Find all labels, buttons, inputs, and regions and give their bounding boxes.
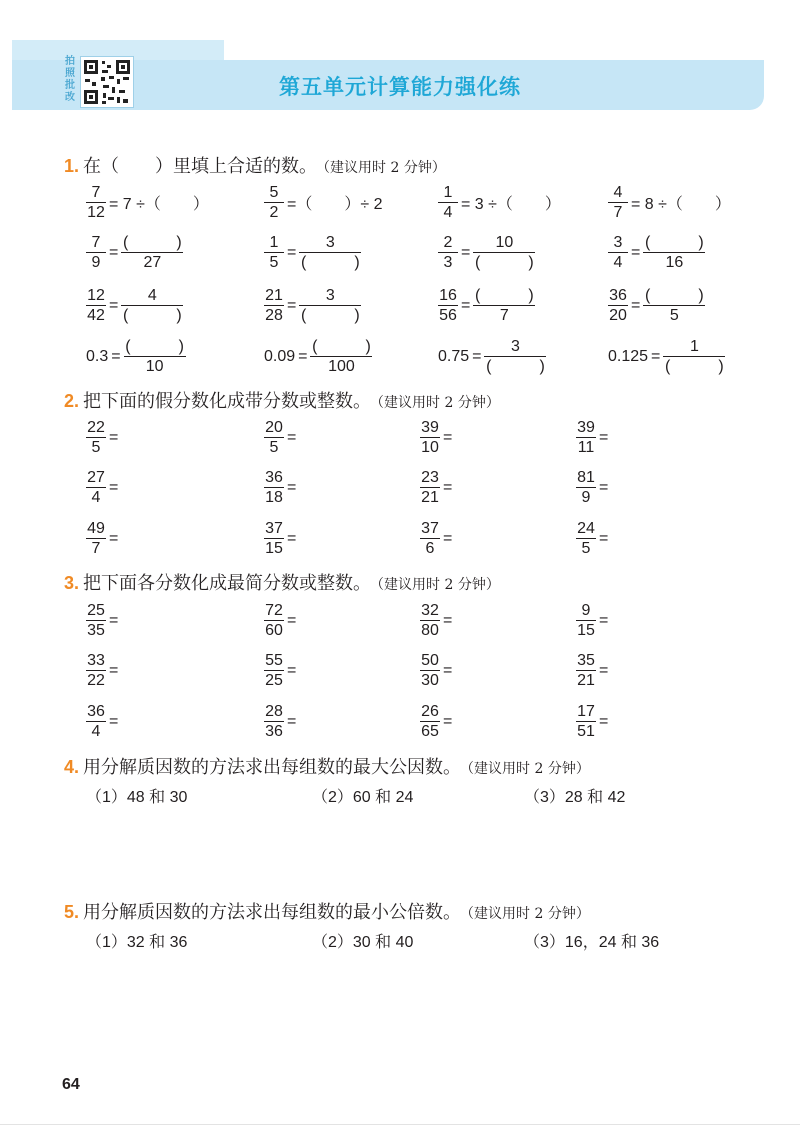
answer-fraction xyxy=(484,337,546,376)
exercise-1-item xyxy=(608,286,705,325)
answer-fraction-denominator: 10 xyxy=(145,358,164,375)
fraction-denominator: 5 xyxy=(269,254,279,271)
answer-fraction xyxy=(299,286,361,325)
fraction-denominator: 11 xyxy=(577,439,595,456)
fraction-denominator: 9 xyxy=(581,489,591,506)
fraction-numerator: 1 xyxy=(438,183,458,203)
fraction xyxy=(86,418,106,457)
page-number: 64 xyxy=(62,1076,80,1093)
equals-sign: = xyxy=(109,661,119,679)
equals-sign: = xyxy=(111,347,121,365)
s3-exercise-item xyxy=(86,702,121,741)
exercise-1-item xyxy=(438,337,546,376)
s3-exercise-item xyxy=(576,651,611,690)
s2-exercise-item xyxy=(420,468,455,507)
section-3-text: 把下面各分数化成最简分数或整数。 xyxy=(83,573,372,593)
fraction-denominator: 10 xyxy=(421,439,439,456)
equals-sign: = xyxy=(651,347,661,365)
answer-fraction xyxy=(121,286,183,325)
equals-sign: = xyxy=(287,611,297,629)
fraction-numerator: 3 xyxy=(608,233,628,253)
answer-fraction xyxy=(299,233,361,272)
section-4-item-1: （1）48 和 30 xyxy=(86,789,188,806)
exercise-1-item xyxy=(438,286,535,325)
equals-sign: = xyxy=(599,478,609,496)
s3-exercise-item xyxy=(264,601,299,640)
exercise-1-item xyxy=(264,183,385,222)
fraction-denominator: 4 xyxy=(443,204,453,221)
section-1-number: 1. xyxy=(64,156,80,176)
fraction xyxy=(264,519,284,558)
fraction-numerator: 23 xyxy=(421,469,439,486)
fraction-numerator: 39 xyxy=(577,419,595,436)
fraction-denominator: 9 xyxy=(91,254,101,271)
fraction xyxy=(264,233,284,272)
fraction xyxy=(576,702,596,741)
fraction xyxy=(86,286,106,325)
equals-sign: = xyxy=(109,529,119,547)
s2-exercise-item xyxy=(86,468,121,507)
fraction-denominator: 7 xyxy=(91,540,101,557)
equals-sign: = xyxy=(287,428,297,446)
fraction-denominator: 20 xyxy=(609,307,627,324)
answer-fraction-numerator: ( ) xyxy=(645,234,704,251)
fraction xyxy=(264,418,284,457)
fraction-numerator: 26 xyxy=(421,703,439,720)
s2-exercise-item xyxy=(264,418,299,457)
answer-fraction-numerator: ( ) xyxy=(645,287,704,304)
fraction-denominator: 4 xyxy=(91,723,101,740)
equals-sign: = xyxy=(443,529,453,547)
decimal-value: 0.75 xyxy=(438,347,470,365)
answer-fraction-denominator: ( ) xyxy=(301,254,360,271)
exercise-1-item xyxy=(608,183,734,222)
answer-fraction-denominator: ( ) xyxy=(486,358,545,375)
fraction-numerator: 5 xyxy=(264,183,284,203)
answer-fraction-numerator: ( ) xyxy=(475,287,534,304)
fraction-numerator: 37 xyxy=(265,520,283,537)
section-1-text: 在（ ）里填上合适的数。 xyxy=(83,156,318,176)
section-2-text: 把下面的假分数化成带分数或整数。 xyxy=(83,391,372,411)
fraction xyxy=(576,468,596,507)
fraction-numerator: 81 xyxy=(577,469,595,486)
fraction xyxy=(86,601,106,640)
section-2-number: 2. xyxy=(64,391,80,411)
equals-sign: = xyxy=(443,478,453,496)
exercise-1-item xyxy=(608,233,705,272)
fraction-numerator: 25 xyxy=(87,602,105,619)
answer-fraction-denominator: 5 xyxy=(669,307,679,324)
section-4-hint: （建议用时 2 分钟） xyxy=(467,761,590,777)
s3-exercise-item xyxy=(420,601,455,640)
equals-sign: = xyxy=(287,661,297,679)
s2-exercise-item xyxy=(264,468,299,507)
section-4-item-3: （3）28 和 42 xyxy=(524,789,626,806)
equation-tail: = 8 ÷（ ） xyxy=(631,196,731,213)
fraction-denominator: 6 xyxy=(425,540,435,557)
s2-exercise-item xyxy=(264,519,299,558)
section-5-hint: （建议用时 2 分钟） xyxy=(467,906,590,922)
fraction-numerator: 50 xyxy=(421,652,439,669)
s3-exercise-item xyxy=(420,651,455,690)
equals-sign: = xyxy=(631,296,641,314)
fraction-denominator: 28 xyxy=(265,307,283,324)
equals-sign: = xyxy=(461,296,471,314)
section-5-item-3: （3）16，24 和 36 xyxy=(524,934,660,951)
equals-sign: = xyxy=(109,712,119,730)
equals-sign: = xyxy=(599,611,609,629)
equals-sign: = xyxy=(599,529,609,547)
decimal-value: 0.125 xyxy=(608,347,649,365)
fraction-denominator: 4 xyxy=(613,254,623,271)
equals-sign: = xyxy=(109,243,119,261)
fraction-denominator: 7 xyxy=(613,204,623,221)
fraction-numerator: 37 xyxy=(421,520,439,537)
fraction-numerator: 27 xyxy=(87,469,105,486)
fraction xyxy=(420,519,440,558)
exercise-1-item xyxy=(86,233,183,272)
fraction xyxy=(608,183,628,222)
equation-tail: = 7 ÷（ ） xyxy=(109,196,209,213)
exercise-1-item xyxy=(264,286,361,325)
fraction-numerator: 39 xyxy=(421,419,439,436)
answer-fraction xyxy=(473,233,535,272)
equals-sign: = xyxy=(599,428,609,446)
fraction-numerator: 32 xyxy=(421,602,439,619)
equals-sign: = xyxy=(287,478,297,496)
exercise-1-item xyxy=(264,337,372,376)
fraction-denominator: 35 xyxy=(87,622,105,639)
fraction-denominator: 5 xyxy=(581,540,591,557)
section-3-hint: （建议用时 2 分钟） xyxy=(377,577,500,593)
fraction xyxy=(264,183,284,222)
section-4-text: 用分解质因数的方法求出每组数的最大公因数。 xyxy=(83,757,462,777)
section-3-number: 3. xyxy=(64,573,80,593)
fraction xyxy=(420,418,440,457)
answer-fraction-numerator: ( ) xyxy=(312,338,371,355)
s2-exercise-item xyxy=(576,519,611,558)
fraction-denominator: 12 xyxy=(87,204,105,221)
fraction-numerator: 36 xyxy=(87,703,105,720)
fraction-numerator: 22 xyxy=(87,419,105,436)
fraction-denominator: 25 xyxy=(265,672,283,689)
exercise-1-item xyxy=(438,183,564,222)
exercise-1-item xyxy=(86,183,212,222)
fraction-denominator: 22 xyxy=(87,672,105,689)
answer-fraction-numerator: 10 xyxy=(473,233,535,253)
section-4-item-2: （2）60 和 24 xyxy=(312,789,414,806)
equals-sign: = xyxy=(443,428,453,446)
exercise-1-item xyxy=(608,337,725,376)
equals-sign: = xyxy=(109,478,119,496)
section-1-title xyxy=(64,152,446,178)
page-edge xyxy=(0,1124,800,1125)
fraction-denominator: 3 xyxy=(443,254,453,271)
s3-exercise-item xyxy=(420,702,455,741)
fraction-denominator: 30 xyxy=(421,672,439,689)
fraction-denominator: 65 xyxy=(421,723,439,740)
fraction-numerator: 72 xyxy=(265,602,283,619)
fraction-denominator: 21 xyxy=(421,489,439,506)
answer-fraction xyxy=(124,337,186,376)
fraction-numerator: 28 xyxy=(265,703,283,720)
fraction-numerator: 49 xyxy=(87,520,105,537)
fraction-denominator: 60 xyxy=(265,622,283,639)
fraction-denominator: 5 xyxy=(269,439,279,456)
fraction-numerator: 1 xyxy=(264,233,284,253)
fraction-denominator: 15 xyxy=(265,540,283,557)
fraction xyxy=(420,702,440,741)
s2-exercise-item xyxy=(420,519,455,558)
section-5-item-1: （1）32 和 36 xyxy=(86,934,188,951)
fraction-denominator: 4 xyxy=(91,489,101,506)
decimal-value: 0.3 xyxy=(86,347,109,365)
fraction-numerator: 4 xyxy=(608,183,628,203)
fraction-denominator: 21 xyxy=(577,672,595,689)
fraction xyxy=(576,418,596,457)
equals-sign: = xyxy=(298,347,308,365)
fraction-denominator: 80 xyxy=(421,622,439,639)
fraction xyxy=(608,286,628,325)
answer-fraction-numerator: 3 xyxy=(299,233,361,253)
fraction xyxy=(420,651,440,690)
fraction-denominator: 18 xyxy=(265,489,283,506)
fraction xyxy=(438,183,458,222)
fraction-numerator: 2 xyxy=(438,233,458,253)
equals-sign: = xyxy=(443,661,453,679)
exercise-1-item xyxy=(86,286,183,325)
equals-sign: = xyxy=(287,529,297,547)
fraction xyxy=(86,519,106,558)
section-5-title xyxy=(64,898,590,924)
s3-exercise-item xyxy=(86,651,121,690)
s2-exercise-item xyxy=(86,519,121,558)
exercise-1-item xyxy=(86,337,186,376)
section-4-title xyxy=(64,753,590,779)
fraction xyxy=(420,601,440,640)
section-5-number: 5. xyxy=(64,902,80,922)
exercise-1-item xyxy=(438,233,535,272)
fraction-numerator: 33 xyxy=(87,652,105,669)
page-title: 第五单元计算能力强化练 xyxy=(279,76,521,99)
answer-fraction xyxy=(663,337,725,376)
fraction xyxy=(264,651,284,690)
section-3-title xyxy=(64,569,500,595)
fraction-numerator: 7 xyxy=(86,233,106,253)
answer-fraction xyxy=(643,286,705,325)
qr-label: 拍照批改 xyxy=(65,56,75,103)
s2-exercise-item xyxy=(576,418,611,457)
fraction-numerator: 36 xyxy=(265,469,283,486)
section-2-title xyxy=(64,387,500,413)
section-4-number: 4. xyxy=(64,757,80,777)
equals-sign: = xyxy=(287,243,297,261)
fraction xyxy=(264,286,284,325)
fraction-numerator: 16 xyxy=(439,287,457,304)
answer-fraction-denominator: 7 xyxy=(499,307,509,324)
fraction-numerator: 20 xyxy=(265,419,283,436)
answer-fraction-numerator: 3 xyxy=(484,337,546,357)
fraction xyxy=(86,651,106,690)
answer-fraction xyxy=(643,233,705,272)
fraction-denominator: 2 xyxy=(269,204,279,221)
equals-sign: = xyxy=(472,347,482,365)
equals-sign: = xyxy=(443,712,453,730)
exercise-1-item xyxy=(264,233,361,272)
equals-sign: = xyxy=(461,243,471,261)
equals-sign: = xyxy=(443,611,453,629)
fraction xyxy=(86,183,106,222)
equals-sign: = xyxy=(287,712,297,730)
section-1-hint: （建议用时 2 分钟） xyxy=(323,160,446,176)
section-5-item-2: （2）30 和 40 xyxy=(312,934,414,951)
answer-fraction-numerator: ( ) xyxy=(125,338,184,355)
fraction-numerator: 17 xyxy=(577,703,595,720)
answer-fraction-numerator: 1 xyxy=(663,337,725,357)
fraction-denominator: 51 xyxy=(577,723,595,740)
s2-exercise-item xyxy=(576,468,611,507)
fraction-numerator: 36 xyxy=(609,287,627,304)
answer-fraction-denominator: 100 xyxy=(328,358,355,375)
fraction-numerator: 24 xyxy=(577,520,595,537)
s3-exercise-item xyxy=(264,651,299,690)
fraction xyxy=(86,233,106,272)
fraction-numerator: 9 xyxy=(576,601,596,621)
equals-sign: = xyxy=(599,661,609,679)
answer-fraction-denominator: ( ) xyxy=(123,307,182,324)
fraction xyxy=(438,286,458,325)
equation-tail: = 3 ÷（ ） xyxy=(461,196,561,213)
answer-fraction-denominator: ( ) xyxy=(665,358,724,375)
equals-sign: = xyxy=(109,428,119,446)
fraction-numerator: 7 xyxy=(86,183,106,203)
fraction-numerator: 21 xyxy=(265,287,283,304)
answer-fraction xyxy=(121,233,183,272)
fraction xyxy=(264,601,284,640)
fraction-denominator: 36 xyxy=(265,723,283,740)
equals-sign: = xyxy=(599,712,609,730)
fraction xyxy=(438,233,458,272)
fraction-denominator: 56 xyxy=(439,307,457,324)
fraction xyxy=(264,702,284,741)
fraction xyxy=(86,702,106,741)
answer-fraction-denominator: ( ) xyxy=(301,307,360,324)
equals-sign: = xyxy=(631,243,641,261)
fraction xyxy=(608,233,628,272)
decimal-value: 0.09 xyxy=(264,347,296,365)
s2-exercise-item xyxy=(420,418,455,457)
s3-exercise-item xyxy=(86,601,121,640)
fraction-denominator: 15 xyxy=(577,622,595,639)
answer-fraction-denominator: 27 xyxy=(143,254,162,271)
fraction xyxy=(576,601,596,640)
fraction-denominator: 42 xyxy=(87,307,105,324)
equals-sign: = xyxy=(287,296,297,314)
fraction xyxy=(576,651,596,690)
fraction-numerator: 55 xyxy=(265,652,283,669)
answer-fraction-denominator: ( ) xyxy=(475,254,534,271)
s3-exercise-item xyxy=(576,601,611,640)
s3-exercise-item xyxy=(576,702,611,741)
section-2-hint: （建议用时 2 分钟） xyxy=(377,395,500,411)
answer-fraction-numerator: 3 xyxy=(299,286,361,306)
answer-fraction-numerator: 4 xyxy=(121,286,183,306)
answer-fraction xyxy=(310,337,372,376)
s3-exercise-item xyxy=(264,702,299,741)
fraction-numerator: 35 xyxy=(577,652,595,669)
equation-tail: =（ ）÷ 2 xyxy=(287,196,383,213)
fraction xyxy=(420,468,440,507)
answer-fraction xyxy=(473,286,535,325)
answer-fraction-numerator: ( ) xyxy=(123,234,182,251)
fraction xyxy=(576,519,596,558)
section-5-text: 用分解质因数的方法求出每组数的最小公倍数。 xyxy=(83,902,462,922)
answer-fraction-denominator: 16 xyxy=(665,254,684,271)
equals-sign: = xyxy=(109,611,119,629)
fraction-numerator: 12 xyxy=(87,287,105,304)
equals-sign: = xyxy=(109,296,119,314)
fraction xyxy=(264,468,284,507)
fraction xyxy=(86,468,106,507)
s2-exercise-item xyxy=(86,418,121,457)
fraction-denominator: 5 xyxy=(91,439,101,456)
